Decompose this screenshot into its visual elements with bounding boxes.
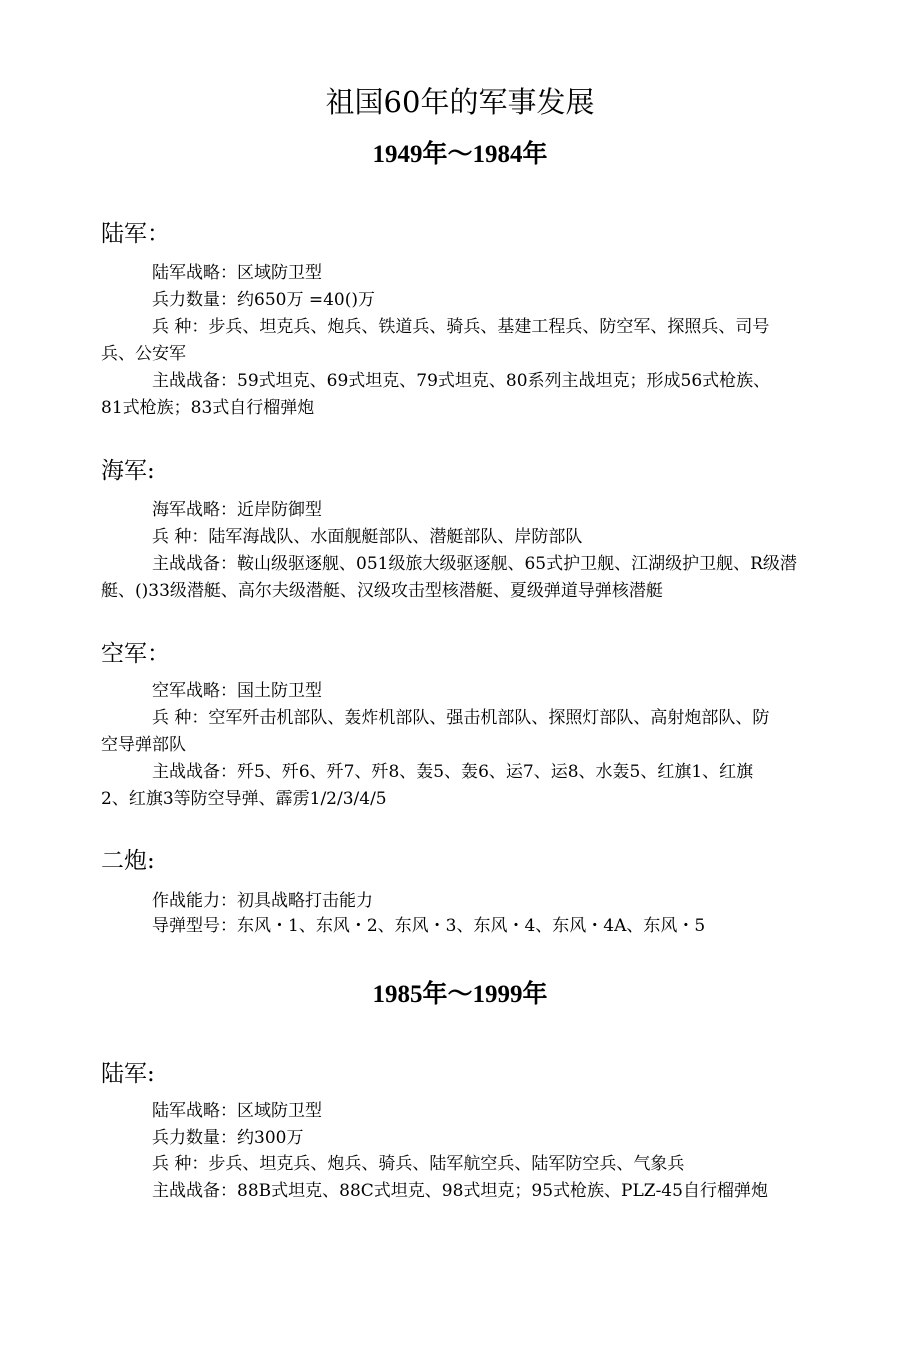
period-heading: 1985年～1999年 (372, 981, 548, 1008)
section-heading-airforce: 空军： (101, 641, 170, 667)
paragraph: 空军战略：国土防卫型 (152, 681, 322, 701)
section-heading-army: 陆军： (101, 221, 170, 247)
paragraph: 兵力数量：约300万 (152, 1128, 304, 1148)
paragraph: 兵 种：空军歼击机部队、轰炸机部队、强击机部队、探照灯部队、高射炮部队、防空导弹部队 (101, 708, 770, 755)
paragraph: 主战战备：59式坦克、69式坦克、79式坦克、80系列主战坦克；形成56式枪族、81式枪族；83式自行榴弹炮 (101, 371, 771, 418)
paragraph: 兵 种：步兵、坦克兵、炮兵、铁道兵、骑兵、基建工程兵、防空军、探照兵、司号兵、公安军 (101, 317, 770, 364)
paragraph: 兵力数量：约650万 =40()万 (152, 290, 375, 310)
section-heading-navy: 海军: (101, 458, 155, 484)
period-heading: 1949年～1984年 (372, 141, 548, 168)
paragraph: 主战战备：88B式坦克、88C式坦克、98式坦克；95式枪族、PLZ-45自行榴弹炮 (152, 1181, 768, 1201)
paragraph: 海军战略：近岸防御型 (152, 500, 322, 520)
paragraph: 主战战备：鞍山级驱逐舰、051级旅大级驱逐舰、65式护卫舰、江湖级护卫舰、R级潜艇、()33级潜艇、高尔夫级潜艇、汉级攻击型核潜艇、夏级弹道导弹核潜艇 (101, 554, 797, 601)
paragraph: 兵 种：步兵、坦克兵、炮兵、骑兵、陆军航空兵、陆军防空兵、气象兵 (152, 1154, 685, 1174)
paragraph: 陆军战略：区域防卫型 (152, 1101, 322, 1121)
paragraph: 主战战备：歼5、歼6、歼7、歼8、轰5、轰6、运7、运8、水轰5、红旗1、红旗2、红旗3等防空导弹、霹雳1/2/3/4/5 (101, 762, 754, 809)
paragraph: 陆军战略：区域防卫型 (152, 263, 322, 283)
paragraph: 导弹型号：东风・1、东风・2、东风・3、东风・4、东风・4A、东风・5 (152, 916, 706, 936)
document-title-text: 祖国60年的军事发展 (325, 85, 595, 119)
section-heading-artillery: 二炮: (101, 848, 155, 874)
document-title (0, 82, 920, 122)
section-heading-army: 陆军: (101, 1061, 155, 1087)
paragraph: 作战能力：初具战略打击能力 (152, 891, 373, 911)
paragraph: 兵 种：陆军海战队、水面舰艇部队、潜艇部队、岸防部队 (152, 527, 583, 547)
